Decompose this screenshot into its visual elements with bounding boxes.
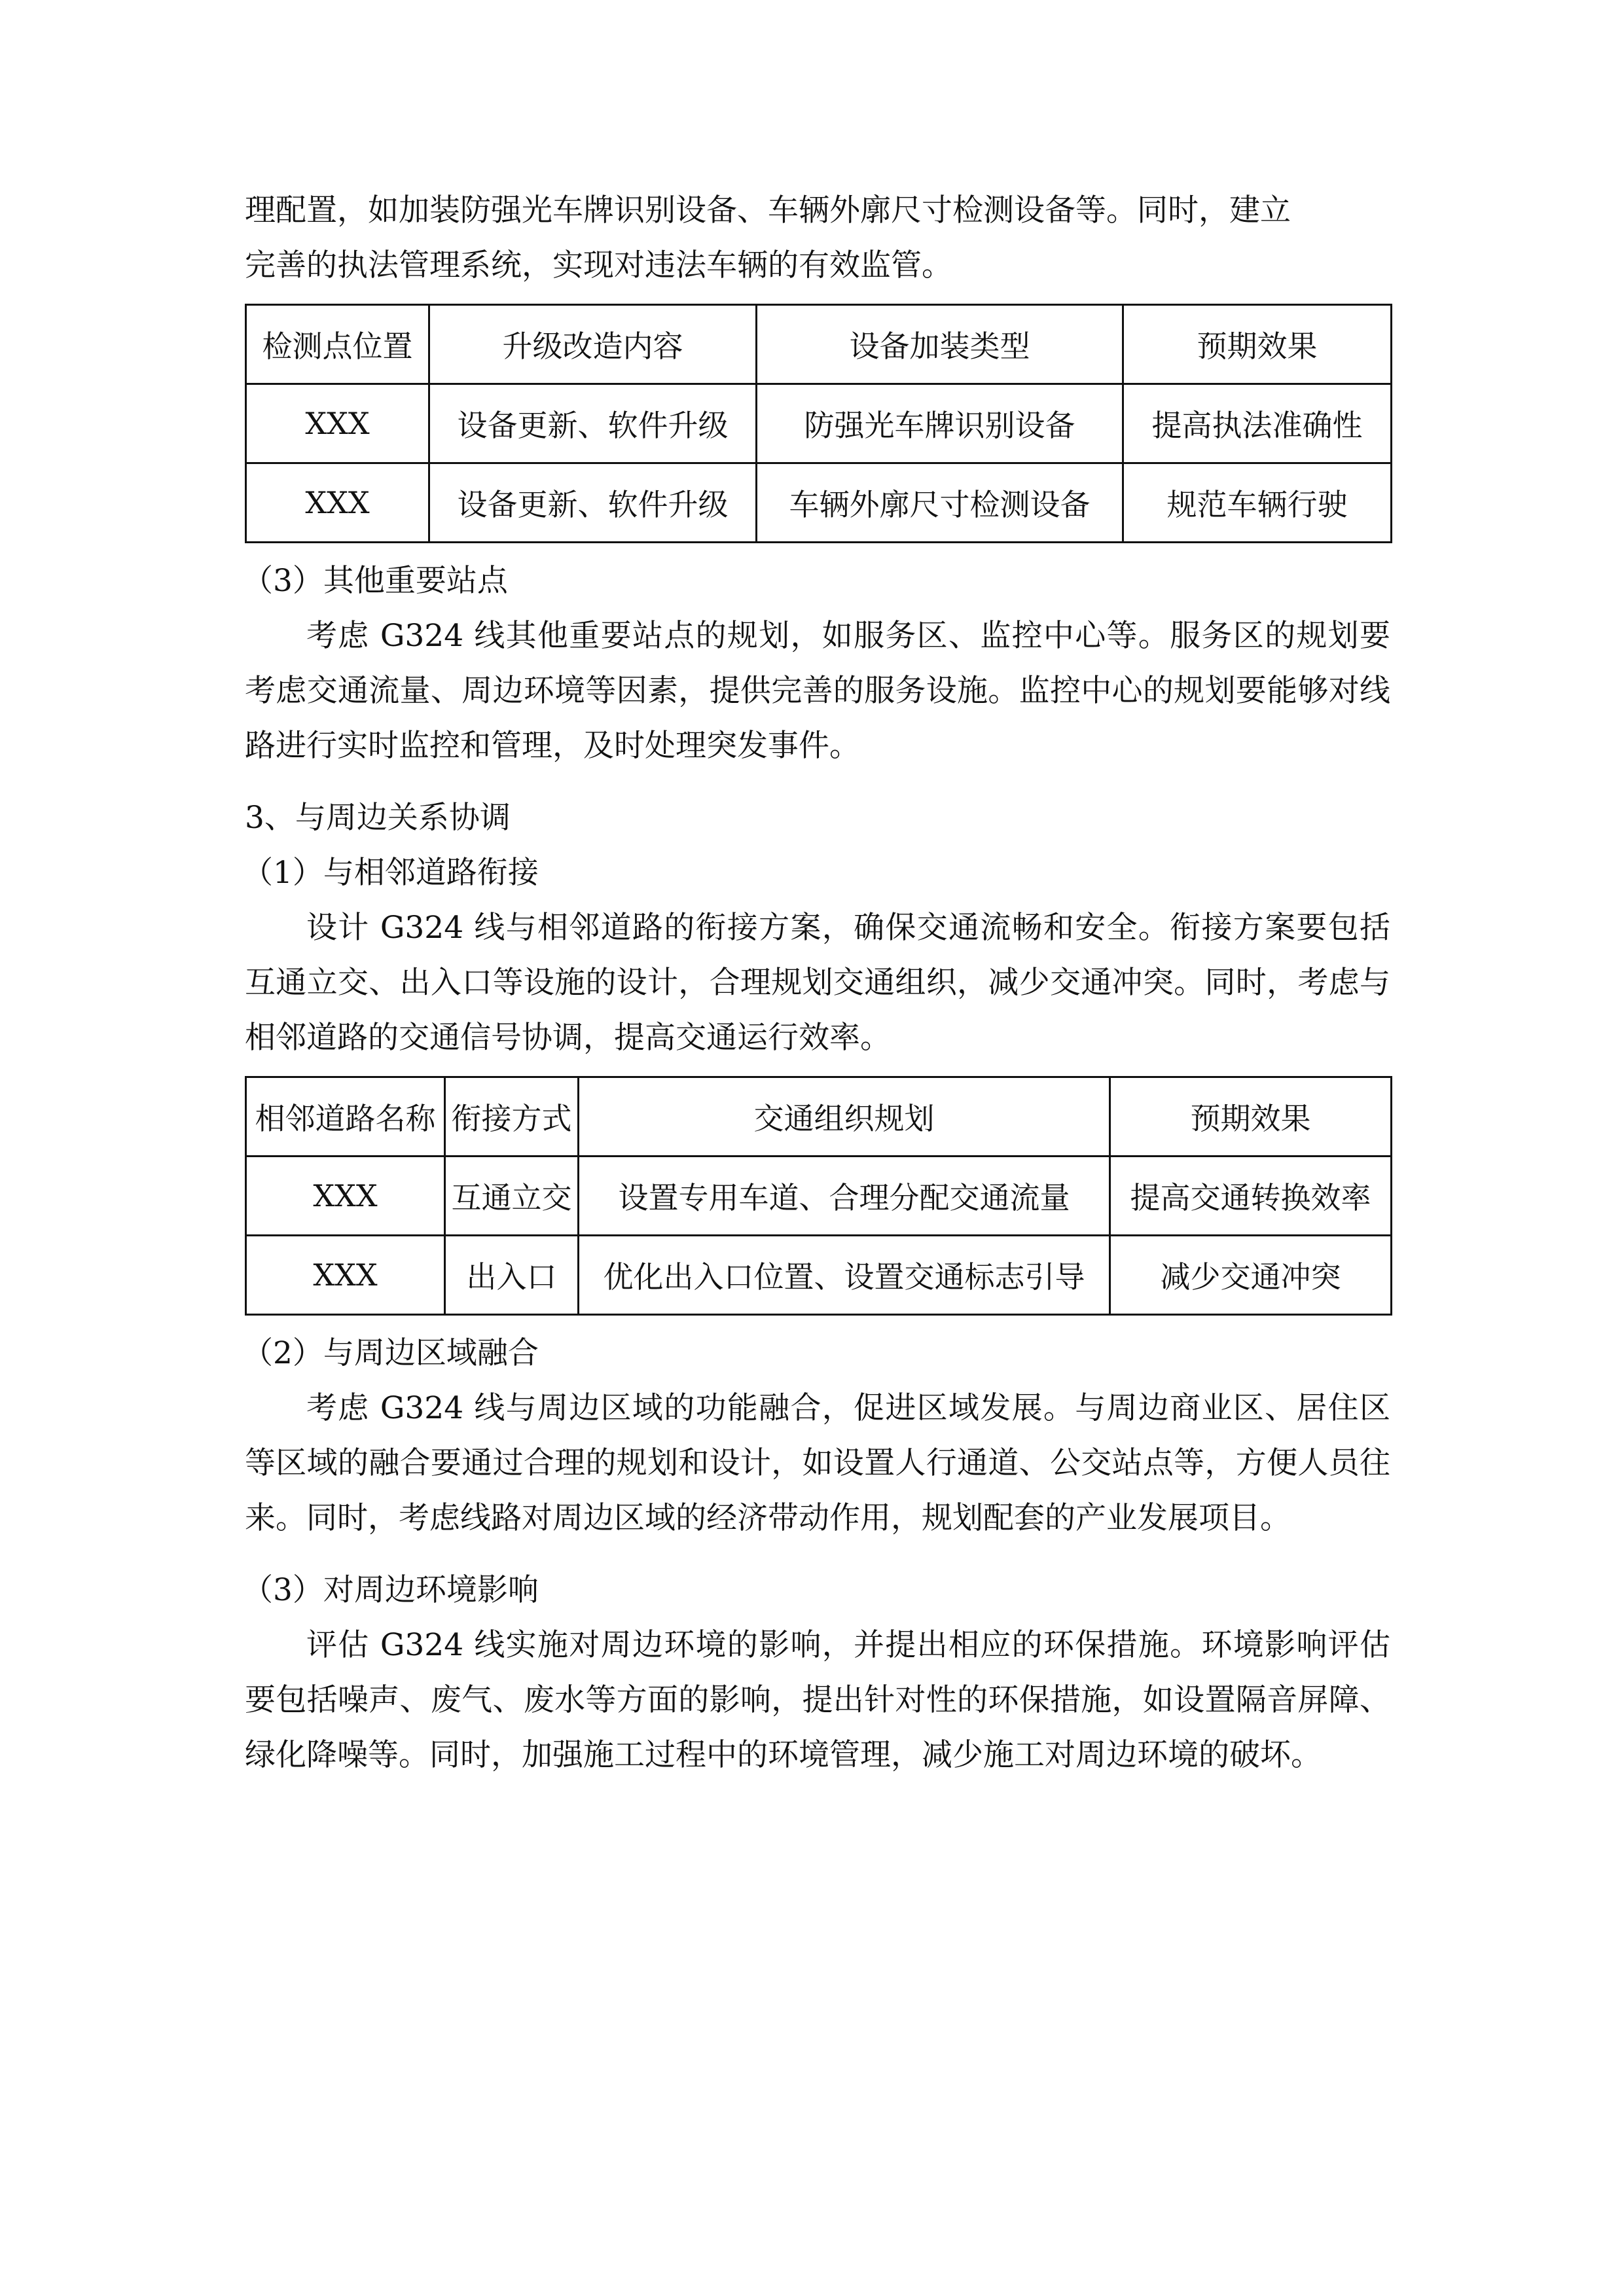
table-header-cell: 相邻道路名称 <box>246 1077 445 1157</box>
table-header-cell: 交通组织规划 <box>579 1077 1110 1157</box>
table-cell: XXX <box>246 463 429 543</box>
table-row <box>246 463 1392 543</box>
table-row <box>246 1157 1392 1236</box>
table-cell: 优化出入口位置、设置交通标志引导 <box>579 1236 1110 1315</box>
paragraph-regional-integration: 考虑 G324 线与周边区域的功能融合，促进区域发展。与周边商业区、居住区等区域的融合要通过合理的规划和设计，如设置人行通道、公交站点等，方便人员往来。同时，考虑线路对周边区域的经济带动作用，规划配套的产业发展项目。 <box>245 1390 1390 1536</box>
table-cell: XXX <box>246 384 429 463</box>
table-header-row <box>246 1077 1392 1157</box>
table-header-cell: 预期效果 <box>1110 1077 1392 1157</box>
section-heading-surroundings: 3、与周边关系协调 <box>245 800 511 836</box>
table-cell: 设备更新、软件升级 <box>429 384 757 463</box>
table-header-cell: 衔接方式 <box>445 1077 579 1157</box>
table-cell: 设备更新、软件升级 <box>429 463 757 543</box>
table-header-cell: 升级改造内容 <box>429 305 757 384</box>
table-row <box>246 1236 1392 1315</box>
table-header-cell: 预期效果 <box>1123 305 1392 384</box>
table-cell: 出入口 <box>445 1236 579 1315</box>
table-cell: 减少交通冲突 <box>1110 1236 1392 1315</box>
table-cell: 提高交通转换效率 <box>1110 1157 1392 1236</box>
table-cell: XXX <box>246 1157 445 1236</box>
table-cell: 提高执法准确性 <box>1123 384 1392 463</box>
intro-line-2: 完善的执法管理系统，实现对违法车辆的有效监管。 <box>245 247 952 283</box>
paragraph-environment: 评估 G324 线实施对周边环境的影响，并提出相应的环保措施。环境影响评估要包括噪声、废气、废水等方面的影响，提出针对性的环保措施，如设置隔音屏障、绿化降噪等。同时，加强施工过程中的环境管理，减少施工对周边环境的破坏。 <box>245 1627 1390 1773</box>
section-heading-adjacent-roads: （1）与相邻道路衔接 <box>242 855 539 891</box>
section-heading-regional-integration: （2）与周边区域融合 <box>242 1335 539 1371</box>
table-cell: 车辆外廓尺寸检测设备 <box>757 463 1123 543</box>
section-heading-other-stations: （3）其他重要站点 <box>242 563 508 599</box>
road-connection-table <box>245 1076 1392 1316</box>
paragraph-adjacent-roads: 设计 G324 线与相邻道路的衔接方案，确保交通流畅和安全。衔接方案要包括互通立交、出入口等设施的设计，合理规划交通组织，减少交通冲突。同时，考虑与相邻道路的交通信号协调，提高交通运行效率。 <box>245 910 1390 1056</box>
checkpoint-upgrade-table <box>245 304 1392 543</box>
table-header-cell: 检测点位置 <box>246 305 429 384</box>
document-page <box>242 183 1390 1783</box>
section-heading-environment: （3）对周边环境影响 <box>242 1572 539 1608</box>
table-cell: 规范车辆行驶 <box>1123 463 1392 543</box>
table-cell: 设置专用车道、合理分配交通流量 <box>579 1157 1110 1236</box>
table-cell: 防强光车牌识别设备 <box>757 384 1123 463</box>
table-cell: 互通立交 <box>445 1157 579 1236</box>
intro-line-1: 理配置，如加装防强光车牌识别设备、车辆外廓尺寸检测设备等。同时，建立 <box>245 192 1291 228</box>
table-header-row <box>246 305 1392 384</box>
table-row <box>246 384 1392 463</box>
table-cell: XXX <box>246 1236 445 1315</box>
paragraph-other-stations: 考虑 G324 线其他重要站点的规划，如服务区、监控中心等。服务区的规划要考虑交通流量、周边环境等因素，提供完善的服务设施。监控中心的规划要能够对线路进行实时监控和管理，及时处理突发事件。 <box>245 618 1390 764</box>
table-header-cell: 设备加装类型 <box>757 305 1123 384</box>
